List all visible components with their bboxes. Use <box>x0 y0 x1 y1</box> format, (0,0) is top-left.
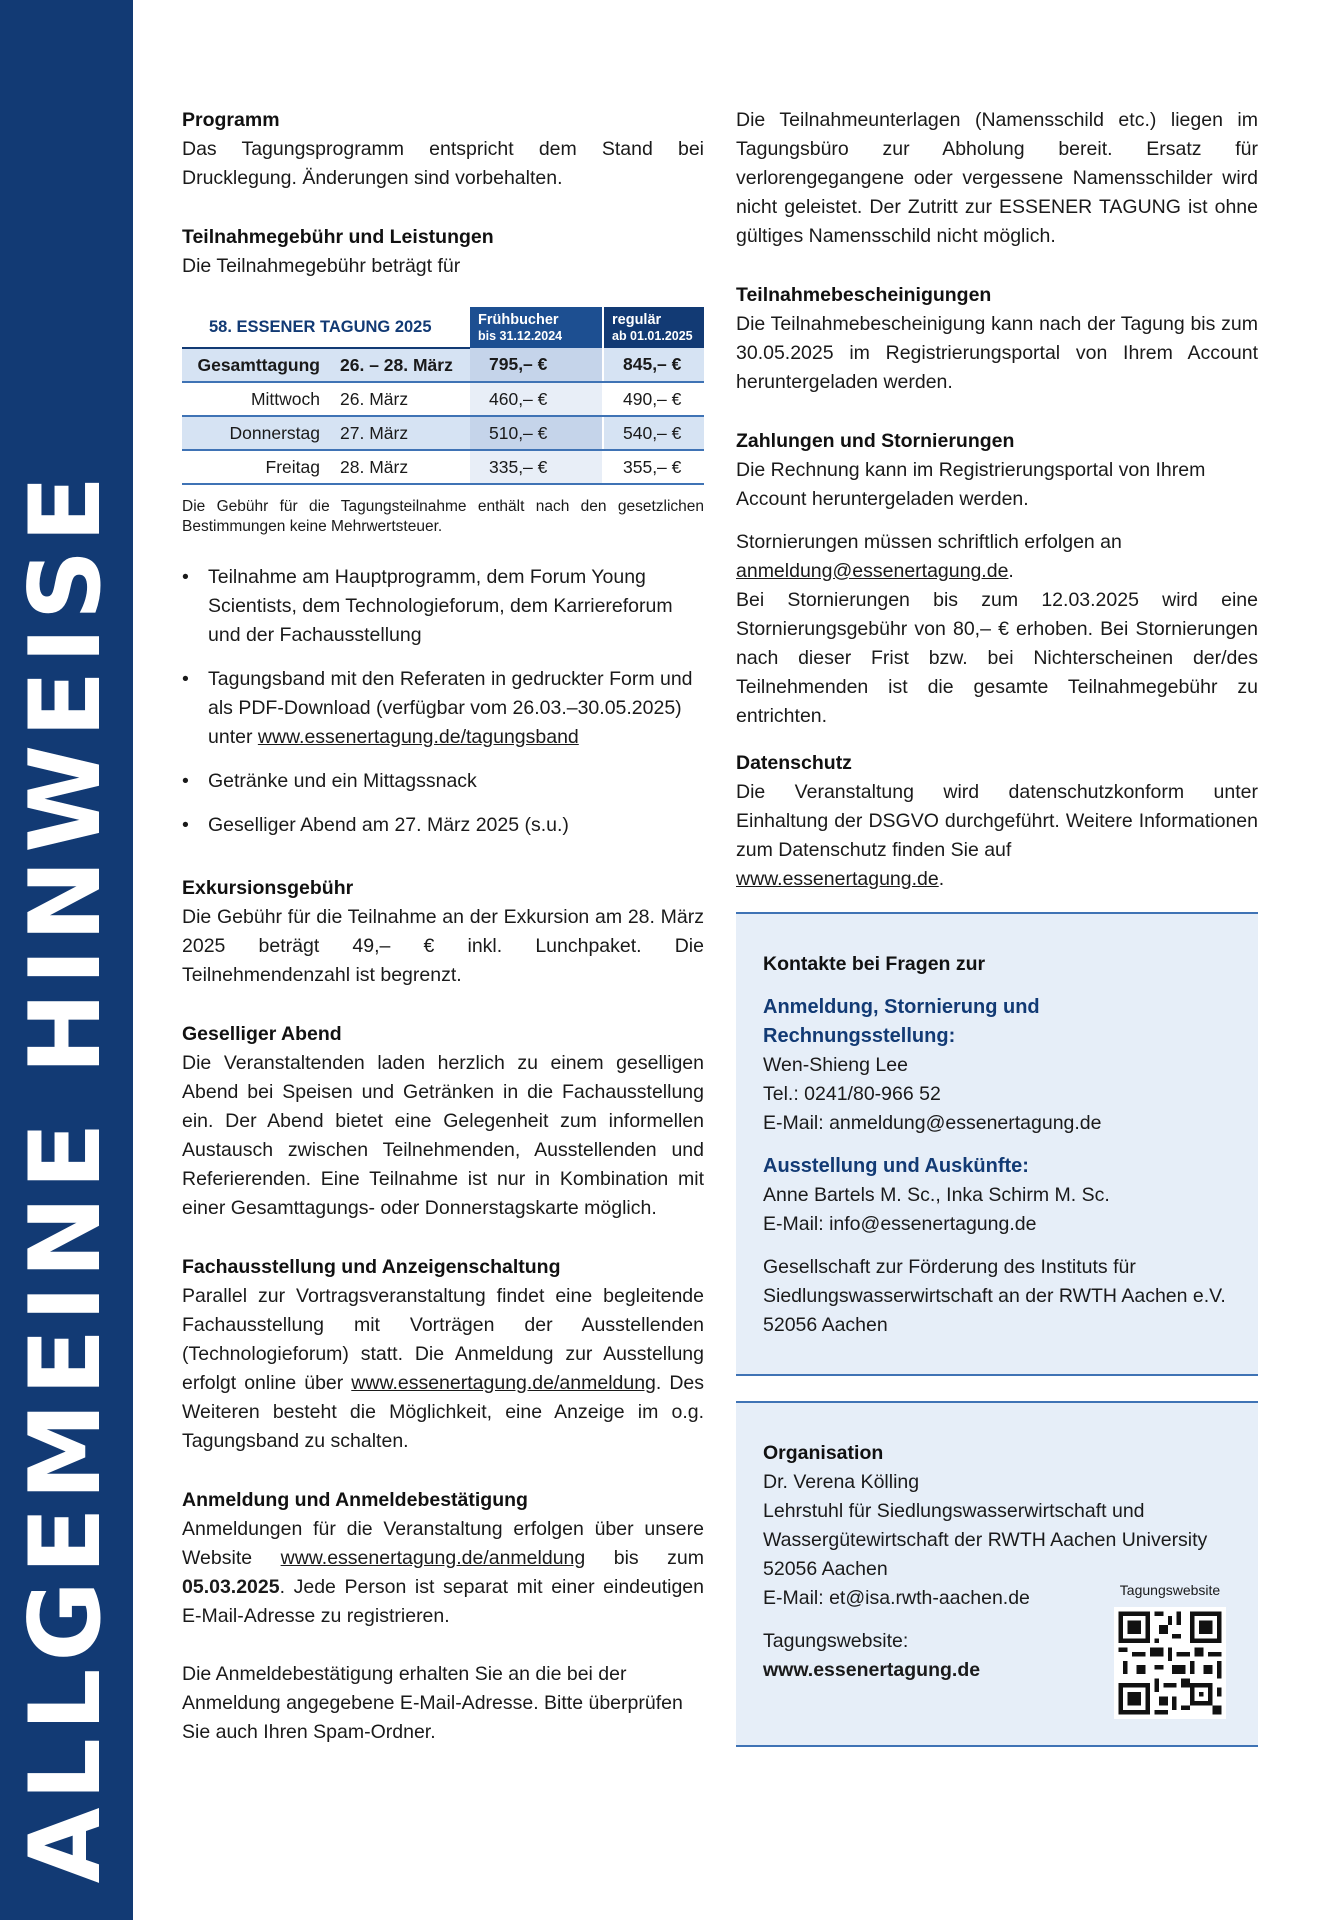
datenschutz-text: Die Veranstaltung wird datenschutzkonform unter Einhaltung der DSGVO durchgeführt. Weitere Informationen zum Datenschutz finden Sie auf <box>736 781 1258 861</box>
section-fachausstellung <box>182 1253 704 1456</box>
text-exkursion: Die Gebühr für die Teilnahme an der Exkursion am 28. März 2025 beträgt 49,– € inkl. Lunchpaket. Die Teilnehmendenzahl ist begrenzt. <box>182 906 704 986</box>
cell-date: 26. – 28. März <box>340 348 470 382</box>
text-datenschutz: Die Veranstaltung wird datenschutzkonform unter Einhaltung der DSGVO durchgeführt. Weitere Informationen zum Datenschutz finden Sie auf www.essenertagung.de. <box>736 781 1258 890</box>
text-bestaetigung: Die Anmeldebestätigung erhalten Sie an die bei der Anmeldung angegebene E-Mail-Adresse. Bitte überprüfen Sie auch Ihren Spam-Ordner. <box>182 1663 683 1743</box>
table-row <box>182 416 704 450</box>
cell-early: 795,– € <box>470 348 603 382</box>
tagungsband-link[interactable]: www.essenertagung.de/tagungsband <box>257 726 579 748</box>
col-regular-label: regulär <box>612 312 662 328</box>
contact-mail-1: E-Mail: anmeldung@essenertagung.de <box>763 1112 1102 1134</box>
cell-date: 28. März <box>340 450 470 484</box>
heading-anmeldung-kontakt: Anmeldung, Stornierung und Rechnungsstellung: <box>763 996 1040 1047</box>
section-gebuehr <box>182 223 704 840</box>
cell-regular: 355,– € <box>603 450 704 484</box>
website-link[interactable]: www.essenertagung.de <box>763 1659 981 1681</box>
heading-fachausstellung: Fachausstellung und Anzeigenschaltung <box>182 1256 561 1278</box>
contact-tel-1: Tel.: 0241/80-966 52 <box>763 1083 941 1105</box>
text-unterlagen: Die Teilnahmeunterlagen (Namensschild etc.) liegen im Tagungsbüro zur Abholung bereit. Ersatz für verlorengegangene oder vergessene Namensschilder wird nicht geleistet. Der Zutritt zur ESSENER TAGUNG ist ohne gültiges Namensschild nicht möglich. <box>736 109 1258 247</box>
page-title: ALLGEMEINE HINWEISE <box>9 468 123 1884</box>
benefit-text: Teilnahme am Hauptprogramm, dem Forum Young Scientists, dem Technologieforum, dem Karriereforum und der Fachausstellung <box>208 566 673 646</box>
benefit-text: Tagungsband mit den Referaten in gedruckter Form und als PDF-Download (verfügbar vom 26.03.–30.05.2025) unter <box>208 668 693 748</box>
cell-early: 510,– € <box>470 416 603 450</box>
section-zahlung <box>736 427 1258 731</box>
left-column <box>182 106 704 1777</box>
benefit-text: Getränke und ein Mittagssnack <box>208 770 477 792</box>
website-label: Tagungswebsite: <box>763 1630 909 1652</box>
anmeldung-website-link[interactable]: www.essenertagung.de/anmeldung <box>280 1547 586 1569</box>
heading-abend: Geselliger Abend <box>182 1023 342 1045</box>
qr-code[interactable] <box>1114 1607 1226 1719</box>
cell-day: Gesamttagung <box>182 348 340 382</box>
anmeldung-link[interactable]: www.essenertagung.de/anmeldung <box>351 1372 656 1394</box>
heading-zahlung: Zahlungen und Stornierungen <box>736 430 1015 452</box>
org-institute-city: 52056 Aachen <box>763 1558 888 1580</box>
col-regular-sub: ab 01.01.2025 <box>612 329 693 343</box>
text-abend: Die Veranstaltenden laden herzlich zu einem geselligen Abend bei Speisen und Getränken in die Fachausstellung ein. Der Abend bietet eine Gelegenheit zum informellen Austausch zwischen Teilnehmenden, Ausstellenden und Referierenden. Eine Teilnahme ist nur in Kombination mit einer Gesamttagungs- oder Donnerstagskarte möglich. <box>182 1052 704 1219</box>
list-item <box>182 665 704 752</box>
contact-name-1: Wen-Shieng Lee <box>763 1054 908 1076</box>
cell-early: 460,– € <box>470 382 603 416</box>
section-bescheinigung <box>736 281 1258 397</box>
org-institute: Lehrstuhl für Siedlungswasserwirtschaft und Wassergütewirtschaft der RWTH Aachen University <box>763 1500 1208 1551</box>
contact-mail-2: E-Mail: info@essenertagung.de <box>763 1213 1037 1235</box>
section-datenschutz <box>736 749 1258 894</box>
qr-code-icon <box>1114 1607 1226 1719</box>
anmeldung-deadline: 05.03.2025 <box>182 1576 280 1598</box>
org-city: 52056 Aachen <box>763 1314 888 1336</box>
fee-table <box>182 307 704 485</box>
table-row <box>182 450 704 484</box>
list-item <box>182 811 704 840</box>
cell-date: 26. März <box>340 382 470 416</box>
anmeldung-text-1: Anmeldungen für die Veranstaltung erfolgen über unsere Website <box>182 1518 704 1569</box>
cell-day: Freitag <box>182 450 340 484</box>
heading-anmeldung: Anmeldung und Anmeldebestätigung <box>182 1489 528 1511</box>
heading-exkursion: Exkursionsgebühr <box>182 877 354 899</box>
heading-gebuehr: Teilnahmegebühr und Leistungen <box>182 226 494 248</box>
cell-day: Donnerstag <box>182 416 340 450</box>
section-abend <box>182 1020 704 1223</box>
cell-date: 27. März <box>340 416 470 450</box>
section-unterlagen <box>736 106 1258 251</box>
col-early-label: Frühbucher <box>478 312 559 328</box>
contact-box-content <box>763 950 1238 1340</box>
table-note: Die Gebühr für die Tagungsteilnahme enthält nach den gesetzlichen Bestimmungen keine Mehrwertsteuer. <box>182 498 704 535</box>
fee-table-title: 58. ESSENER TAGUNG 2025 <box>182 307 470 348</box>
cell-day: Mittwoch <box>182 382 340 416</box>
list-item <box>182 767 704 796</box>
cell-regular: 845,– € <box>603 348 704 382</box>
cell-early: 335,– € <box>470 450 603 484</box>
text-zahlung-3: Bei Stornierungen bis zum 12.03.2025 wird eine Stornierungsgebühr von 80,– € erhoben. Bei Stornierungen nach dieser Frist bzw. bei Nichterscheinen der/des Teilnehmenden ist die gesamte Teilnahmegebühr zu entrichten. <box>736 589 1258 727</box>
anmeldung-text-2: bis zum <box>613 1547 705 1569</box>
org-contact-name: Dr. Verena Kölling <box>763 1471 920 1493</box>
heading-programm: Programm <box>182 109 280 131</box>
list-item <box>182 563 704 650</box>
zahlung-storno-text: Stornierungen müssen schriftlich erfolgen an <box>736 531 1122 553</box>
heading-organisation: Organisation <box>763 1442 884 1464</box>
col-early-sub: bis 31.12.2024 <box>478 329 563 343</box>
anmeldung-text-3: . Jede Person ist separat mit einer eindeutigen E-Mail-Adresse zu registrieren. <box>182 1576 704 1627</box>
text-fachausstellung <box>182 1282 704 1456</box>
text-anmeldung <box>182 1515 704 1631</box>
text-bescheinigung: Die Teilnahmebescheinigung kann nach der Tagung bis zum 30.05.2025 im Registrierungsportal von Ihrem Account heruntergeladen werden. <box>736 313 1258 393</box>
section-anmeldung <box>182 1486 704 1747</box>
cell-regular: 490,– € <box>603 382 704 416</box>
heading-ausstellung-kontakt: Ausstellung und Auskünfte: <box>763 1155 1029 1177</box>
datenschutz-link[interactable]: www.essenertagung.de <box>736 868 939 890</box>
contact-name-2: Anne Bartels M. Sc., Inka Schirm M. Sc. <box>763 1184 1110 1206</box>
table-row <box>182 348 704 382</box>
heading-kontakte: Kontakte bei Fragen zur <box>763 953 986 975</box>
org-mail: E-Mail: et@isa.rwth-aachen.de <box>763 1587 1030 1609</box>
text-zahlung-2: Stornierungen müssen schriftlich erfolgen an anmeldung@essenertagung.de. <box>736 531 1122 582</box>
fach-text-1: Parallel zur Vortragsveranstaltung findet eine begleitende Fachausstellung mit Vorträgen der Ausstellenden (Technologieforum) statt. Die Anmeldung zur Ausstellung erfolgt online über <box>182 1285 704 1394</box>
cell-regular: 540,– € <box>603 416 704 450</box>
text-gebuehr: Die Teilnahmegebühr beträgt für <box>182 255 461 277</box>
contact-box <box>736 912 1258 1376</box>
fach-text-2: . Des Weiteren besteht die Möglichkeit, eine Anzeige im o.g. Tagungsband zu schalten. <box>182 1372 705 1452</box>
sidebar-band <box>0 0 133 1920</box>
heading-datenschutz: Datenschutz <box>736 752 852 774</box>
benefit-text: Geselliger Abend am 27. März 2025 (s.u.) <box>208 814 569 836</box>
org-name: Gesellschaft zur Förderung des Instituts für Siedlungswasserwirtschaft an der RWTH Aachen e.V. <box>763 1256 1226 1307</box>
fee-table-header <box>182 307 704 348</box>
section-exkursion <box>182 874 704 990</box>
section-programm <box>182 106 704 193</box>
text-zahlung-1: Die Rechnung kann im Registrierungsportal von Ihrem Account heruntergeladen werden. <box>736 459 1206 510</box>
heading-bescheinigung: Teilnahmebescheinigungen <box>736 284 992 306</box>
text-programm: Das Tagungsprogramm entspricht dem Stand bei Drucklegung. Änderungen sind vorbehalten. <box>182 138 704 189</box>
qr-label: Tagungswebsite <box>1119 1582 1221 1598</box>
table-row <box>182 382 704 416</box>
storno-email-link[interactable]: anmeldung@essenertagung.de <box>736 560 1009 582</box>
col-header-regular <box>603 307 704 348</box>
benefits-list <box>182 563 704 840</box>
col-header-early <box>470 307 603 348</box>
right-column <box>736 106 1258 924</box>
